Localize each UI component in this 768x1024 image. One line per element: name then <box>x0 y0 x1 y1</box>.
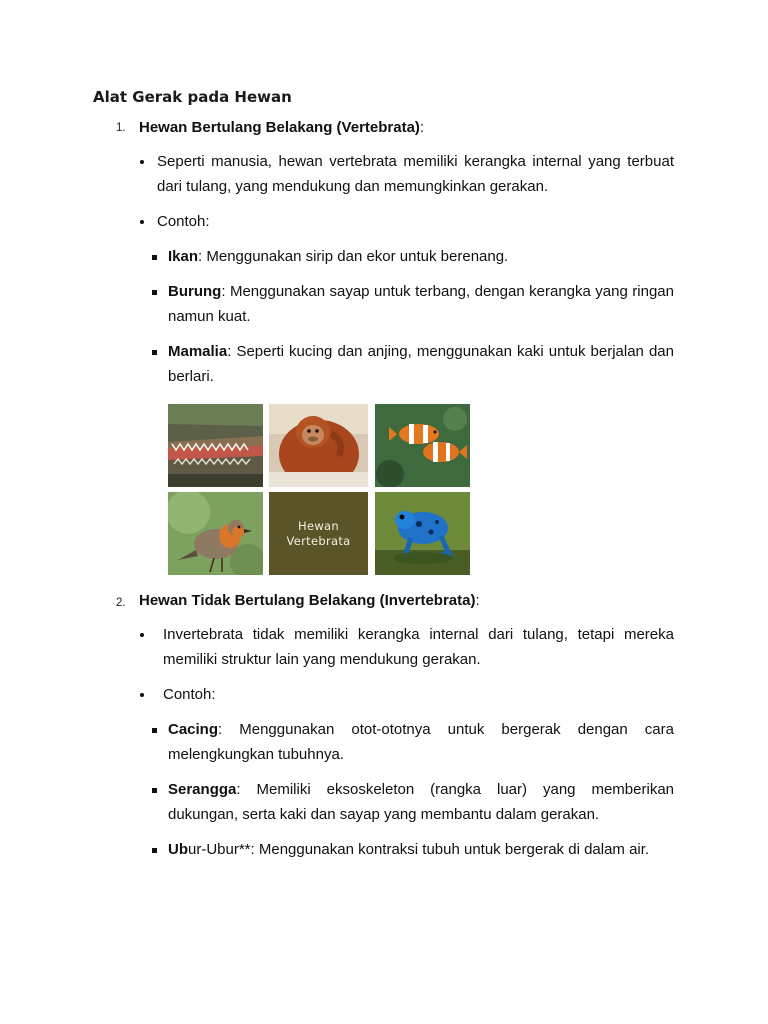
section-1-number: 1. <box>116 122 126 134</box>
section-2-heading: Hewan Tidak Bertulang Belakang (Invertebrata): <box>139 592 480 609</box>
example-cacing: Cacing: Menggunakan otot-ototnya untuk bergerak dengan cara melengkungkan tubuhnya. <box>168 721 674 763</box>
bullet-square <box>152 350 157 355</box>
robin-bird-image <box>168 492 263 575</box>
bullet-dot <box>140 220 144 224</box>
bullet-square <box>152 728 157 733</box>
bullet-square <box>152 788 157 793</box>
bullet-dot <box>140 633 144 637</box>
bullet-square <box>152 255 157 260</box>
example-ubur-ubur: Ubur-Ubur**: Menggunakan kontraksi tubuh untuk bergerak di dalam air. <box>168 841 650 858</box>
example-mamalia: Mamalia: Seperti kucing dan anjing, menggunakan kaki untuk berjalan dan berlari. <box>168 343 674 385</box>
document-title: Alat Gerak pada Hewan <box>93 88 292 106</box>
section-2-examples-label: Contoh: <box>163 686 216 703</box>
example-burung: Burung: Menggunakan sayap untuk terbang, dengan kerangka yang ringan namun kuat. <box>168 283 674 325</box>
section-1-heading: Hewan Bertulang Belakang (Vertebrata): <box>139 119 425 136</box>
orangutan-image <box>269 404 368 487</box>
bullet-square <box>152 290 157 295</box>
bullet-dot <box>140 693 144 697</box>
example-serangga: Serangga: Memiliki eksoskeleton (rangka luar) yang memberikan dukungan, serta kaki dan sayap yang membantu dalam gerakan. <box>168 781 674 823</box>
blue-poison-frog-image <box>375 492 470 575</box>
label-line-2: Vertebrata <box>286 533 351 548</box>
hewan-vertebrata-label-tile <box>269 492 368 575</box>
example-ikan: Ikan: Menggunakan sirip dan ekor untuk berenang. <box>168 248 509 265</box>
section-1-description: Seperti manusia, hewan vertebrata memiliki kerangka internal yang terbuat dari tulang, yang mendukung dan memungkinkan gerakan. <box>157 153 674 195</box>
clownfish-image <box>375 404 470 487</box>
bullet-square <box>152 848 157 853</box>
section-2-number: 2. <box>116 597 126 609</box>
crocodile-image <box>168 404 263 487</box>
label-line-1: Hewan <box>298 518 339 533</box>
section-1-examples-label: Contoh: <box>157 213 210 230</box>
bullet-dot <box>140 160 144 164</box>
vertebrate-image-grid <box>168 404 470 575</box>
section-2-description: Invertebrata tidak memiliki kerangka internal dari tulang, tetapi mereka memiliki struktur lain yang mendukung gerakan. <box>163 626 674 668</box>
